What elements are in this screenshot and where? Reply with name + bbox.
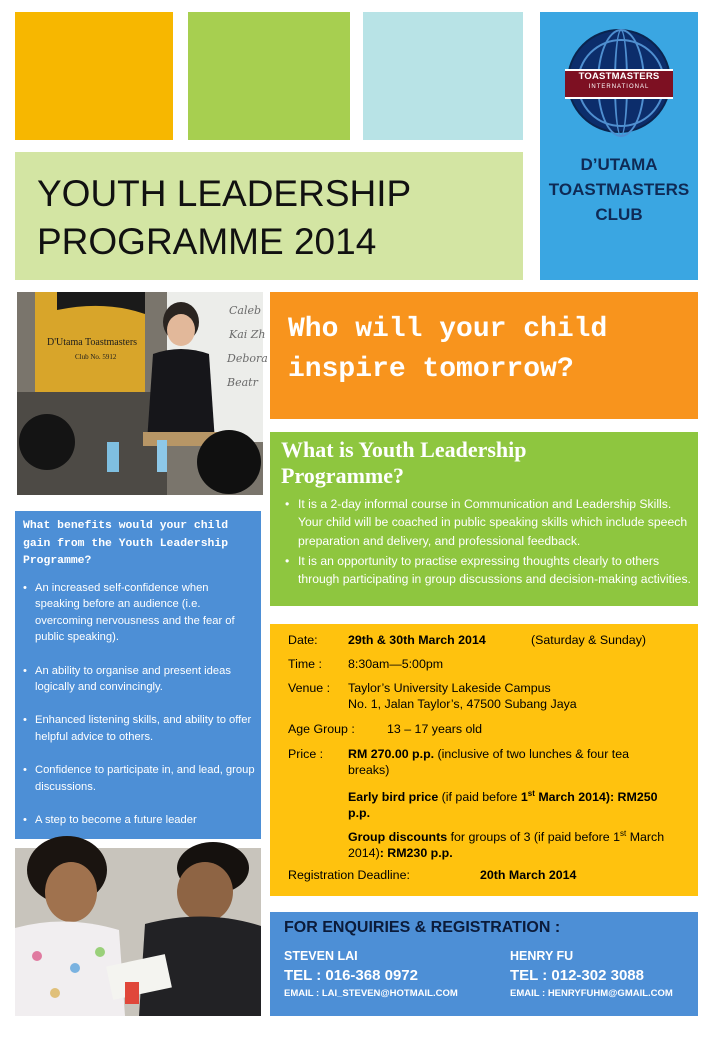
logo-sub: INTERNATIONAL bbox=[588, 84, 650, 90]
toastmasters-logo bbox=[567, 29, 671, 133]
title-line1: YOUTH LEADERSHIP bbox=[37, 173, 412, 214]
venue-line1: Taylor’s University Lakeside Campus bbox=[348, 681, 551, 695]
early-bird-end: ): RM250 bbox=[605, 790, 658, 805]
benefits-list bbox=[23, 580, 255, 845]
contact2-name: HENRY FU bbox=[510, 949, 574, 963]
early-bird-label: Early bird price bbox=[348, 790, 439, 805]
date-days: (Saturday & Sunday) bbox=[531, 633, 647, 647]
photo-boy-speaking bbox=[17, 292, 268, 495]
contact1-email[interactable]: EMAIL : LAI_STEVEN@HOTMAIL.COM bbox=[284, 988, 458, 999]
what-is-list bbox=[282, 495, 692, 590]
tagline-panel bbox=[270, 292, 698, 419]
title-line2: PROGRAMME 2014 bbox=[37, 221, 377, 262]
contact2-email[interactable]: EMAIL : HENRYFUHM@GMAIL.COM bbox=[510, 988, 673, 999]
contact-heading: FOR ENQUIRIES & REGISTRATION : bbox=[284, 919, 561, 936]
price-note: (inclusive of two lunches & four tea bbox=[434, 747, 629, 761]
price-amount: RM 270.00 p.p. bbox=[348, 747, 435, 761]
early-bird-day: 1 bbox=[520, 790, 528, 805]
early-bird-date: March 2014 bbox=[534, 790, 606, 805]
benefit-item: • Enhanced listening skills, and ability to offer helpful advice to others. bbox=[35, 712, 255, 745]
club-logo-panel bbox=[540, 12, 698, 280]
benefit-item: • An ability to organise and present ideas logically and convincingly. bbox=[35, 663, 255, 696]
tagline bbox=[288, 310, 607, 390]
club-name-line2: TOASTMASTERS bbox=[548, 180, 690, 199]
age-label: Age Group : bbox=[288, 722, 355, 736]
board-name-1: Caleb bbox=[229, 304, 262, 317]
benefit-item: • An increased self-confidence when speaking before an audience (i.e. overcoming nervousness and the fear of public speaking). bbox=[35, 580, 255, 646]
club-name bbox=[540, 152, 698, 227]
early-bird-sup: st bbox=[527, 789, 535, 798]
early-bird-mid: (if paid before bbox=[438, 790, 521, 805]
group-discount-end: March bbox=[626, 830, 665, 845]
date-value: 29th & 30th March 2014 bbox=[348, 633, 486, 647]
what-is-item: • It is an opportunity to practise expressing thoughts clearly to others through participating in group discussions and decision-making activities. bbox=[298, 552, 692, 589]
photo-boy-speaking-illustration bbox=[17, 292, 268, 495]
group-discount-label: Group discounts bbox=[348, 830, 448, 845]
deadline-label: Registration Deadline: bbox=[288, 868, 410, 882]
board-name-3: Debora bbox=[227, 352, 268, 365]
price-note-2: breaks) bbox=[348, 763, 390, 777]
group-discount-sup: st bbox=[620, 829, 627, 838]
event-details-panel bbox=[270, 624, 698, 896]
photo-students-illustration bbox=[15, 848, 261, 1016]
price-value bbox=[348, 746, 684, 778]
benefit-item: • Confidence to participate in, and lead, group discussions. bbox=[35, 762, 255, 795]
decor-square-aqua bbox=[363, 12, 523, 140]
tagline-line2: inspire tomorrow? bbox=[288, 354, 574, 385]
contact-panel bbox=[270, 912, 698, 1016]
photo-banner-text1: D'Utama Toastmasters bbox=[47, 337, 138, 348]
club-name-line1: D’UTAMA bbox=[580, 155, 658, 174]
venue-line2: No. 1, Jalan Taylor’s, 47500 Subang Jaya bbox=[348, 697, 577, 711]
decor-square-green bbox=[188, 12, 350, 140]
group-discount-price: : RM230 p.p. bbox=[379, 846, 453, 861]
group-discount-year: 2014) bbox=[348, 846, 380, 861]
date-label: Date: bbox=[288, 633, 318, 647]
title-panel bbox=[15, 152, 523, 280]
photo-banner-text2: Club No. 5912 bbox=[75, 353, 117, 361]
group-discount-mid: for groups of 3 (if paid before 1 bbox=[447, 830, 621, 845]
tagline-line1: Who will your child bbox=[288, 314, 608, 345]
benefits-panel bbox=[15, 511, 261, 839]
price-label: Price : bbox=[288, 747, 324, 761]
venue-label: Venue : bbox=[288, 681, 331, 695]
board-name-4: Beatr bbox=[227, 376, 258, 389]
photo-students-working bbox=[15, 848, 261, 1016]
what-is-heading bbox=[281, 437, 527, 489]
time-value: 8:30am—5:00pm bbox=[348, 657, 444, 671]
age-value: 13 – 17 years old bbox=[387, 722, 483, 736]
logo-name: TOASTMASTERS bbox=[578, 71, 660, 82]
early-bird-pp: p.p. bbox=[348, 806, 371, 821]
contact2-tel[interactable]: TEL : 012-302 3088 bbox=[510, 967, 644, 984]
decor-square-orange bbox=[15, 12, 173, 140]
benefits-question: What benefits would your child gain from the Youth Leadership Programme? bbox=[23, 520, 229, 567]
what-is-item: • It is a 2-day informal course in Communication and Leadership Skills. Your child will be coached in public speaking skills which include speech preparation and delivery, and professional feedback. bbox=[298, 495, 692, 550]
time-label: Time : bbox=[288, 657, 322, 671]
early-bird bbox=[348, 786, 684, 821]
deadline-value: 20th March 2014 bbox=[480, 868, 577, 882]
club-name-line3: CLUB bbox=[595, 205, 643, 224]
contact1-tel[interactable]: TEL : 016-368 0972 bbox=[284, 967, 418, 984]
contact1-name: STEVEN LAI bbox=[284, 949, 358, 963]
board-name-2: Kai Zh bbox=[229, 328, 266, 341]
what-is-heading-line2: Programme? bbox=[281, 463, 404, 488]
group-discount bbox=[348, 826, 686, 861]
benefit-item: • A step to become a future leader bbox=[35, 812, 255, 828]
page-title bbox=[37, 170, 411, 266]
what-is-heading-line1: What is Youth Leadership bbox=[281, 437, 527, 462]
what-is-panel bbox=[270, 432, 698, 606]
